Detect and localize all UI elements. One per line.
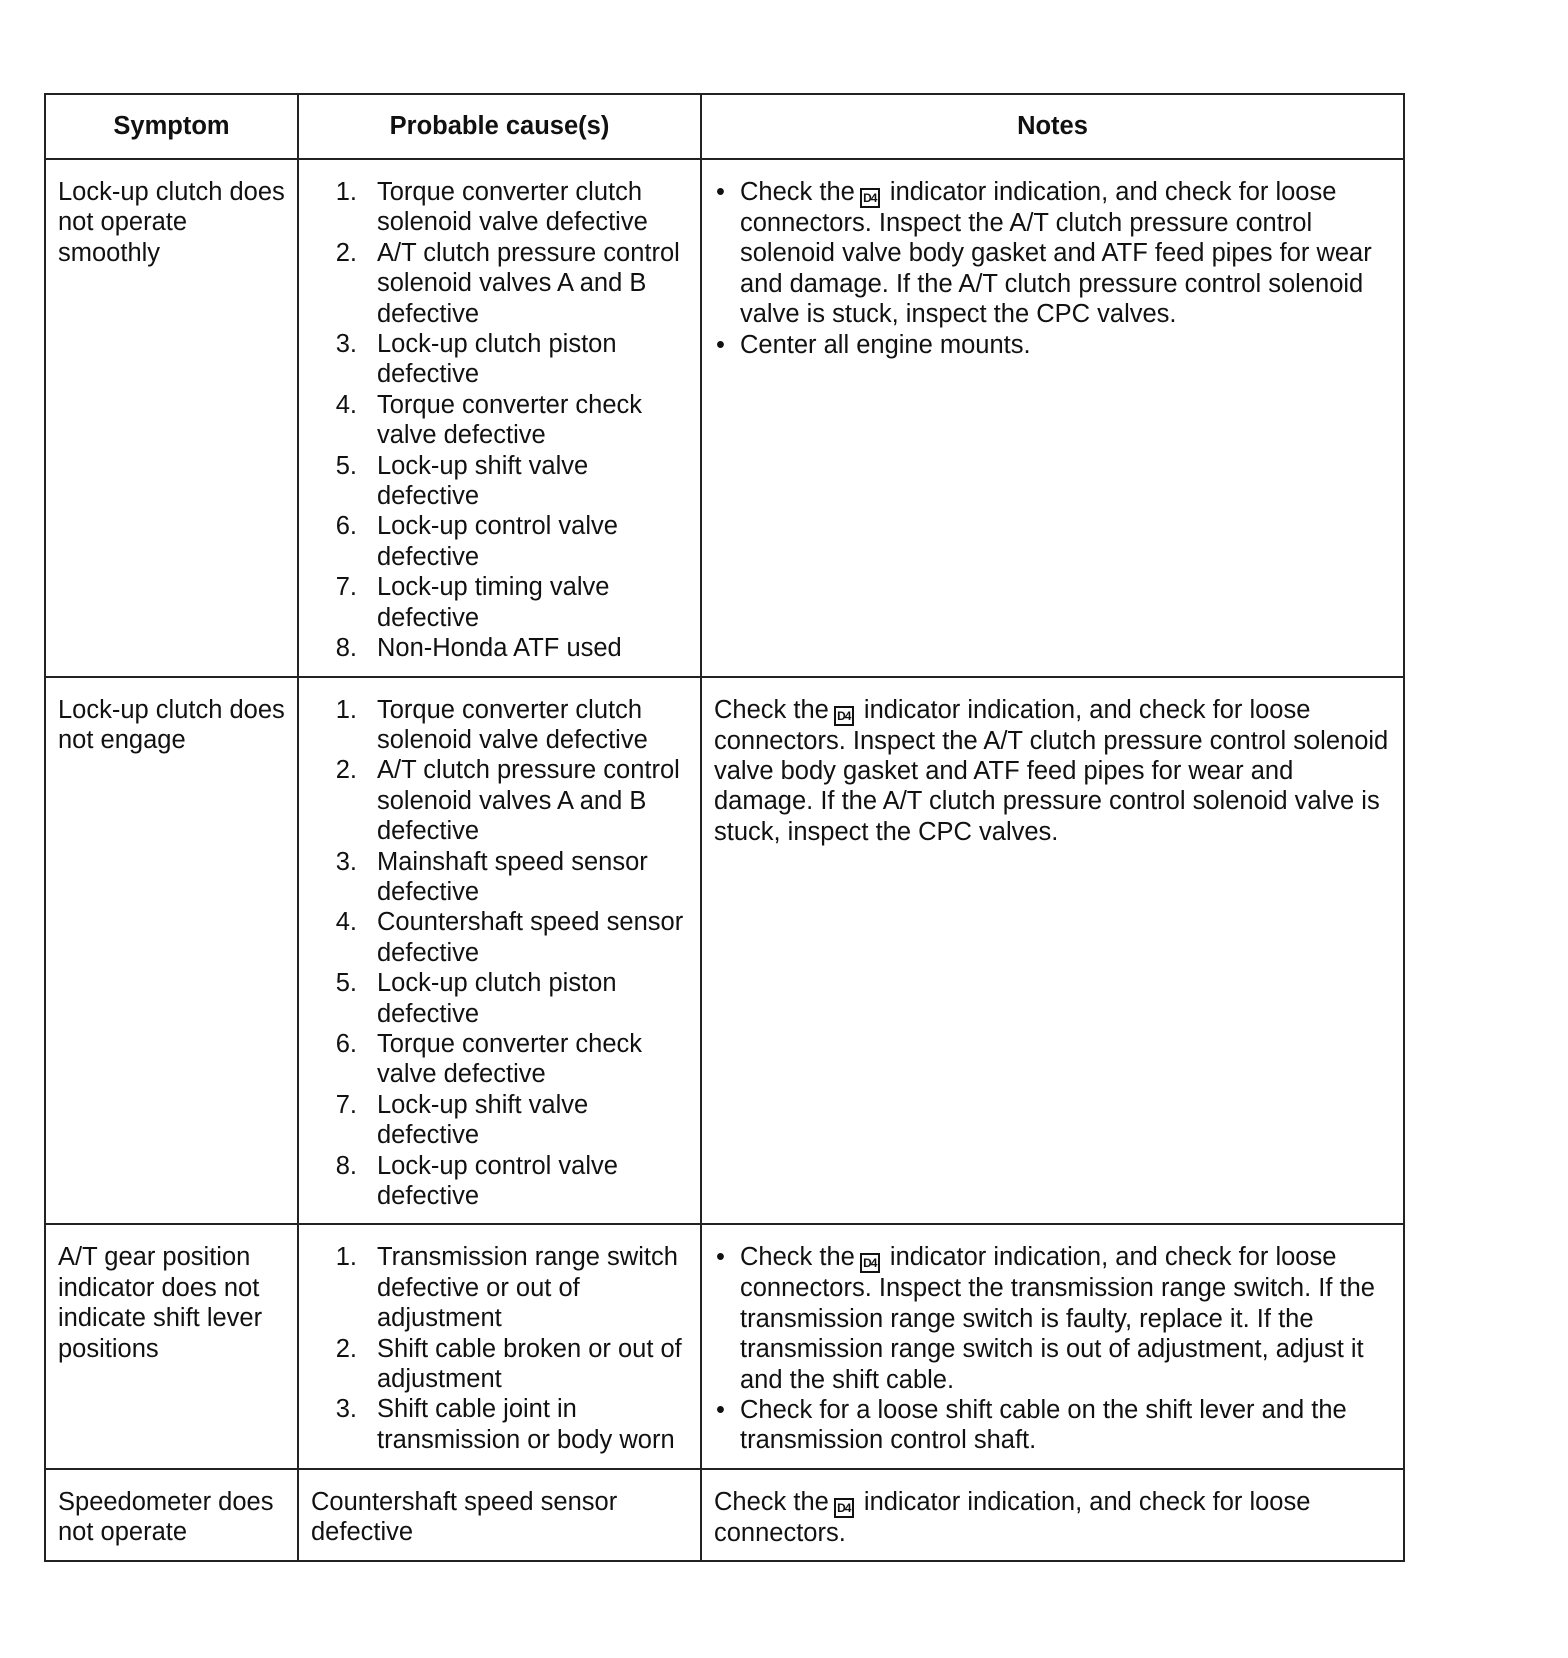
notes-list	[714, 177, 1395, 360]
header-row	[45, 94, 1404, 159]
cause-number: 4.	[335, 390, 357, 419]
note-item	[714, 1487, 1395, 1548]
note-text-post: indicator indication, and check for loose connectors. Inspect the transmission range switch. If the transmission range switch is faulty, replace it. If the transmission range switch is out of adjustment, adjust it and the shift cable.	[740, 1243, 1375, 1394]
note-item	[714, 1395, 1395, 1456]
note-text-post: indicator indication, and check for loose connectors. Inspect the A/T clutch pressure control solenoid valve body gasket and ATF feed pipes for wear and damage. If the A/T clutch pressure control solenoid valve is stuck, inspect the CPC valves.	[714, 695, 1389, 846]
cause-text: A/T clutch pressure control solenoid valves A and B defective	[377, 238, 680, 328]
cause-number: 6.	[335, 1029, 357, 1058]
cause-number: 5.	[335, 451, 357, 480]
cause-number: 1.	[335, 1243, 357, 1272]
cause-text: Lock-up shift valve defective	[377, 451, 589, 511]
note-item	[714, 1242, 1395, 1395]
cause-text: Transmission range switch defective or out of adjustment	[377, 1243, 678, 1333]
d4-indicator-icon: D4	[834, 1498, 854, 1518]
cause-number: 3.	[335, 330, 357, 359]
cause-number: 5.	[335, 969, 357, 998]
note-text-post: Check for a loose shift cable on the shift lever and the transmission control shaft.	[740, 1396, 1347, 1455]
notes-cell	[701, 1469, 1404, 1561]
cause-text: Torque converter check valve defective	[377, 1029, 643, 1089]
cause-text: Lock-up control valve defective	[377, 512, 618, 571]
note-text	[740, 1395, 1395, 1456]
list-item	[299, 633, 692, 663]
cause-text: Shift cable joint in transmission or body worn	[377, 1395, 675, 1454]
cause-text: A/T clutch pressure control solenoid valves A and B defective	[377, 756, 680, 846]
cause-number: 7.	[335, 573, 357, 602]
note-item	[714, 695, 1395, 848]
list-item	[299, 1394, 692, 1455]
notes-list	[714, 695, 1395, 848]
cause-list	[299, 1242, 692, 1455]
note-text	[740, 330, 1395, 360]
note-text	[740, 177, 1395, 330]
notes-cell	[701, 677, 1404, 1225]
cause-text: Countershaft speed sensor defective	[311, 1487, 618, 1547]
list-item	[299, 238, 692, 329]
cause-text: Countershaft speed sensor defective	[377, 908, 684, 967]
note-item	[714, 177, 1395, 330]
list-item	[299, 1334, 692, 1395]
bullet-icon: •	[716, 330, 725, 359]
notes-cell	[701, 1224, 1404, 1468]
cause-number: 4.	[335, 908, 357, 937]
cause-text: Mainshaft speed sensor defective	[377, 847, 648, 906]
list-item	[299, 511, 692, 572]
cause-number: 2.	[335, 1334, 357, 1363]
table-row	[45, 1469, 1404, 1561]
note-text-pre: Check the	[740, 1243, 855, 1272]
cause-list	[299, 177, 692, 664]
cause-cell	[298, 1469, 701, 1561]
bullet-icon: •	[716, 1396, 725, 1425]
note-item	[714, 330, 1395, 360]
note-text-post: indicator indication, and check for loose connectors.	[714, 1487, 1311, 1547]
table-row	[45, 677, 1404, 1225]
cause-text: Shift cable broken or out of adjustment	[377, 1334, 682, 1394]
d4-indicator-icon: D4	[834, 706, 854, 726]
cause-number: 7.	[335, 1090, 357, 1119]
cause-text: Torque converter clutch solenoid valve defective	[377, 178, 648, 237]
notes-list	[714, 1242, 1395, 1455]
notes-cell	[701, 159, 1404, 677]
list-item	[299, 1029, 692, 1090]
note-text-pre: Check the	[714, 695, 829, 724]
cause-cell	[298, 677, 701, 1225]
cause-number: 6.	[335, 512, 357, 541]
list-item	[299, 1090, 692, 1151]
symptom-cell: Lock-up clutch does not engage	[45, 677, 298, 1225]
header-symptom: Symptom	[45, 94, 298, 159]
list-item	[299, 572, 692, 633]
cause-number: 1.	[335, 178, 357, 206]
table-row	[45, 159, 1404, 677]
note-text-pre: Check the	[714, 1487, 829, 1516]
list-item	[299, 177, 692, 238]
cause-number: 2.	[335, 756, 357, 785]
list-item	[299, 755, 692, 846]
note-text-pre: Check the	[740, 178, 855, 206]
header-notes: Notes	[701, 94, 1404, 159]
bullet-icon: •	[716, 178, 725, 206]
cause-number: 8.	[335, 634, 357, 663]
cause-number: 8.	[335, 1151, 357, 1180]
cause-number: 3.	[335, 1395, 357, 1424]
table-row	[45, 1224, 1404, 1468]
cause-number: 2.	[335, 238, 357, 267]
notes-list	[714, 1487, 1395, 1548]
cause-cell	[298, 159, 701, 677]
cause-text: Lock-up shift valve defective	[377, 1090, 589, 1150]
cause-text: Lock-up clutch piston defective	[377, 330, 617, 389]
note-text	[740, 1242, 1395, 1395]
cause-list	[299, 695, 692, 1212]
note-text-post: indicator indication, and check for loose connectors. Inspect the A/T clutch pressure control solenoid valve body gasket and ATF feed pipes for wear and damage. If the A/T clutch pressure control solenoid valve is stuck, inspect the CPC valves.	[740, 178, 1372, 329]
cause-text: Torque converter clutch solenoid valve defective	[377, 695, 648, 754]
troubleshooting-table	[44, 93, 1405, 1562]
list-item	[299, 451, 692, 512]
list-item	[299, 847, 692, 908]
header-probable-causes: Probable cause(s)	[298, 94, 701, 159]
symptom-cell: Speedometer does not operate	[45, 1469, 298, 1561]
note-text-post: Center all engine mounts.	[740, 330, 1031, 359]
list-item	[299, 695, 692, 756]
cause-number: 3.	[335, 847, 357, 876]
note-text	[714, 695, 1395, 848]
symptom-cell: Lock-up clutch does not operate smoothly	[45, 159, 298, 677]
cause-text: Torque converter check valve defective	[377, 390, 643, 450]
note-text	[714, 1487, 1395, 1548]
list-item	[299, 907, 692, 968]
cause-number: 1.	[335, 695, 357, 724]
bullet-icon: •	[716, 1243, 725, 1272]
list-item	[299, 390, 692, 451]
cause-text: Lock-up clutch piston defective	[377, 969, 617, 1028]
list-item	[299, 1242, 692, 1333]
d4-indicator-icon: D4	[860, 188, 880, 208]
cause-text: Non-Honda ATF used	[377, 634, 622, 663]
symptom-cell: A/T gear position indicator does not indicate shift lever positions	[45, 1224, 298, 1468]
d4-indicator-icon: D4	[860, 1253, 880, 1273]
cause-text: Lock-up timing valve defective	[377, 573, 610, 632]
cause-text: Lock-up control valve defective	[377, 1151, 618, 1210]
cause-cell	[298, 1224, 701, 1468]
list-item	[299, 968, 692, 1029]
list-item	[299, 1151, 692, 1212]
list-item	[299, 329, 692, 390]
